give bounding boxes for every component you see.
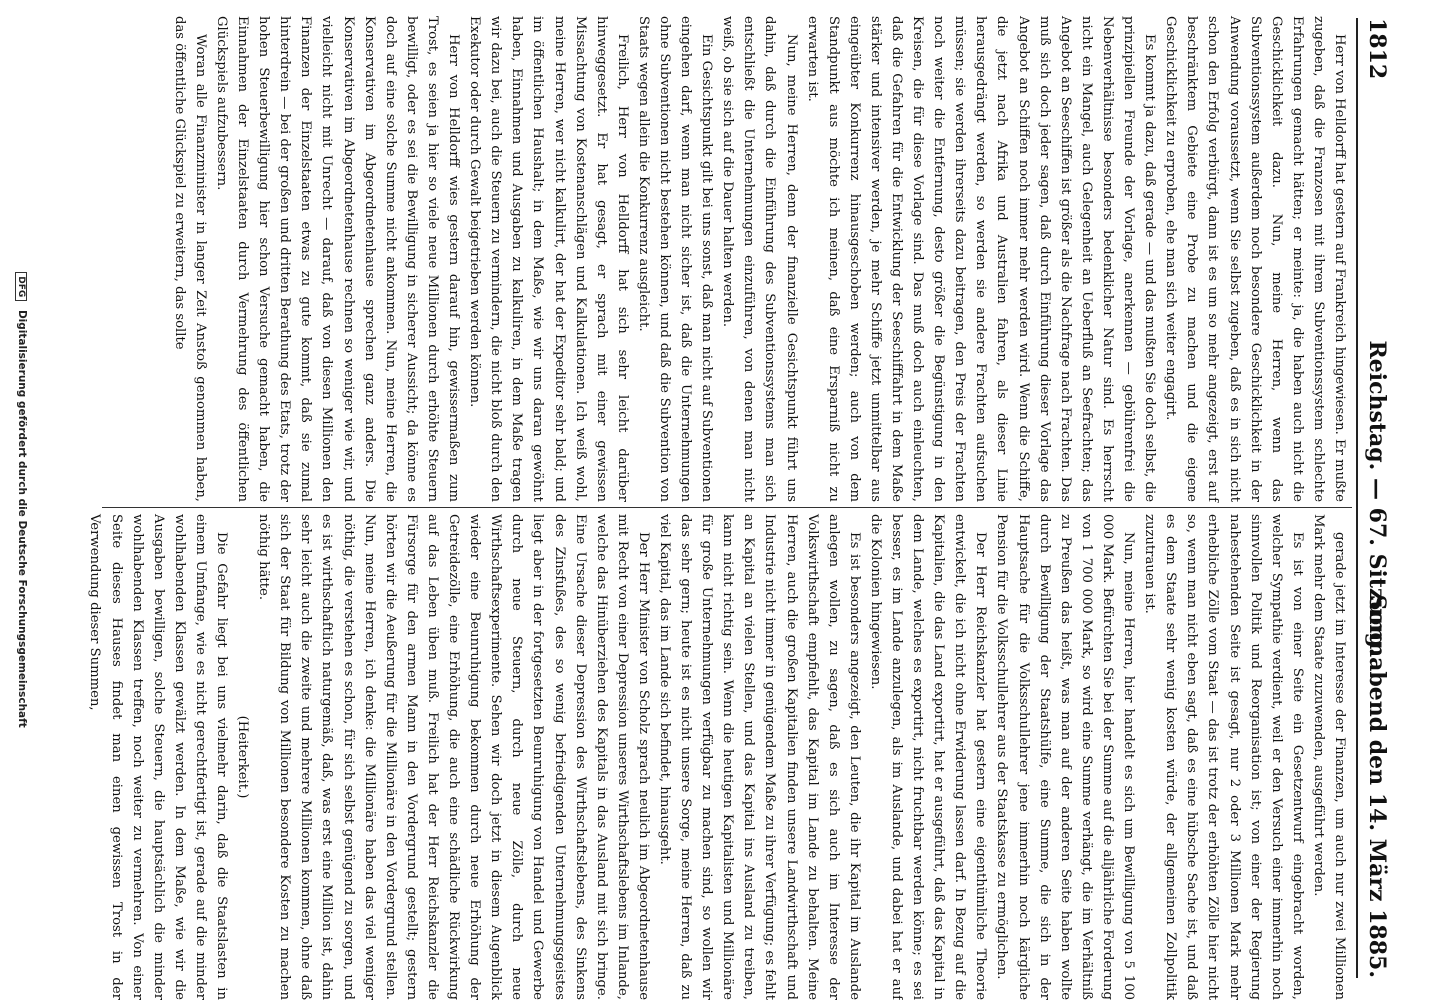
paragraph: Nun, meine Herren, denn der finanzielle Gesichtspunkt führt uns dahin, daß durch die Einführung des Subventionssystems man sich entschließt die Unternehmungen einzuführen, von denen man nicht weiß, ob sie sich auf die Dauer halten werden. bbox=[720, 16, 799, 502]
paragraph: Nun, meine Herren, hier handelt es sich um Bewilligung von 5 100 000 Mark. Befürchten Sie bei der Summe auf die alljährliche Forderung von 1 700 000 Mark, so wird eine Summe verhängt, die im Verhältniß zu Preußen das heißt, was man auf der anderen Seite haben wollte durch Bewilligung der Staatshülfe, eine Summe, die sich in der Hauptsache für die Volksschullehrer jene immerhin noch kärgliche Pension für die Volksschullehrer aus der Staatskasse zu ermöglichen. bbox=[994, 514, 1137, 1000]
paragraph: gerade jetzt im Interesse der Finanzen, um auch nur zwei Millionen Mark mehr dem Staate zuzuwenden, ausgeführt werden. bbox=[1310, 514, 1347, 1000]
header-rule bbox=[1356, 18, 1358, 978]
paragraph: Der Herr Reichskanzler hat gestern eine eigenthümliche Theorie entwickelt, die ich nicht ohne Erwiderung lassen darf. In Bezug auf die Kapitalien, die das Land exportirt, hat er ausgeführt, daß das Kapital in dem Lande, welches es exportirt, nicht fruchtbar werden könne; es sei besser, es im Lande anzulegen, als im Auslande, und dabei hat er auf die Kolonien hingewiesen. bbox=[867, 514, 989, 1000]
page-header bbox=[1356, 18, 1396, 978]
right-column bbox=[87, 514, 1350, 1000]
credit-text: Digitalisierung gefördert durch die Deutsche Forschungsgemeinschaft bbox=[16, 309, 28, 728]
paragraph: Der Herr Minister von Scholz sprach neulich im Abgeordnetenhause mit Recht von einer Depression unseres Wirthschaftslebens im Inlande, welche das Hinüberziehen des Kapitals in das Ausland mit sich bringe. Eine Ursache dieser Depression des Wirthschaftslebens, des Sinkens des Zinsfußes, des so wenig befriedigenden Unternehmungsgeistes liegt aber in der fortgesetzten Beunruhigung von Handel und Gewerbe durch neue Steuern, durch neue Zölle, durch neue Wirthschaftsexperimente. Sehen wir doch jetzt in diesem Augenblick wieder eine Beunruhigung bekommen durch neue Erhöhung der Getreidezölle, eine Erhöhung, die auch eine schädliche Rückwirkung auf das Leben üben muß. Freilich hat der Herr Reichskanzler die Fürsorge für den armen Mann in den Vordergrund gestellt; gestern hörten wir die Aeußerung für die Millionäre in den Vordergrund stellen. Nun, meine Herren, ich denke: die Millionäre haben das viel weniger nöthig, die verstehen es schon, für sich selbst genügend zu sorgen, und es ist wirthschaftlich naturgemäß, daß, was erst eine Million ist, dahin sehr leicht auch die zweite und mehrere Millionen kommen, ohne daß sich der Staat für Bildung von Millionen besondere Kosten zu machen nöthig hätte. bbox=[256, 514, 651, 1000]
paragraph: Herr von Helldorff wies gestern darauf hin, gewissermaßen zum Trost, es seien ja hier so viele neue Millionen durch erhöhte Steuern bewilligt, oder es sei die Bewilligung in sicherer Aussicht; da könne es doch auf eine solche Summe nicht ankommen. Nun, meine Herren, die Konservativen im Abgeordnetenhause sprechen ganz anders. Die Konservativen im Abgeordnetenhause rechnen so weniger wie wir, und vielleicht nicht mit Unrecht — darauf, daß von diesen Millionen den Finanzen der Einzelstaaten etwas zu gute kommt, daß sie zumal hinterdrein — bei der großen und dritten Berathung des Etats, trotz der hohen Steuerbewilligung hier schon Versuche gemacht haben, die Einnahmen der Einzelstaaten durch Vermehrung des öffentlichen Glückspiels aufzubessern. bbox=[214, 16, 462, 502]
page-date: Sonnabend den 14. März 1885. bbox=[1364, 594, 1390, 978]
dfg-logo: DFG bbox=[15, 272, 27, 301]
paragraph: Freilich, Herr von Helldorff hat sich sehr leicht darüber hinweggesetzt. Er hat gesagt, er sprach mit einer gewissen Missachtung von Kostenanschlägen und Kalkulationen. Ich weiß wohl, meine Herren, wer nicht kalkulirt, der hat der Expeditor sehr bald; und im öffentlichen Haushalt; in dem Maße, wie wir uns daran gewöhnt haben, Einnahmen und Ausgaben zu kalkuliren, in dem Maße tragen wir dazu bei, auch die Steuern zu vermindern, die nicht bloß durch den Exekutor oder durch Gewalt beigetrieben werden können. bbox=[467, 16, 630, 502]
digitization-credit bbox=[15, 0, 28, 1000]
paragraph: Herr von Helldorff hat gestern auf Frankreich hingewiesen. Er mußte zugeben, daß die Franzosen mit ihrem Subventionssystem schlechte Erfahrungen gemacht hätten; er meinte: ja, die haben auch nicht die Geschicklichkeit dazu. Nun, meine Herren, wenn das Subventionssystem außerdem noch besondere Geschicklichkeit in der Anwendung voraussetzt, wenn Sie selbst zugeben, daß es in sich nicht schon den Erfolg verbürgt, dann ist es um so mehr angezeigt, erst auf beschränktem Gebiete eine Probe zu machen und die eigene Geschicklichkeit zu erproben, ehe man sich weiter engagirt. bbox=[1163, 16, 1347, 502]
paragraph: Es ist besonders angezeigt, den Leuten, die ihr Kapital im Auslande anlegen wollen, zu sagen, daß es sich auch im Interesse der Volkswirthschaft empfiehlt, das Kapital im Lande zu behalten. Meine Herren, auch die großen Kapitalien finden unsere Landwirthschaft und Industrie nicht immer in genügendem Maße zu ihrer Verfügung; es fehlt an Kapital an vielen Stellen, und das Kapital ins Ausland zu treiben, kann nicht richtig sein. Wenn die heutigen Kapitalisten und Millionäre für große Unternehmungen verfügbar zu machen sind, so wollen wir das sehr gern; heute ist es nicht unsere Sorge, meine Herren, daß zu viel Kapital, das im Lande sich befindet, hinausgeht. bbox=[657, 514, 862, 1000]
left-column bbox=[120, 16, 1350, 502]
paragraph: Die Gefahr liegt bei uns vielmehr darin, daß die Staatslasten in einem Umfange, wie es nicht gerechtfertigt ist, gerade auf die minder wohlhabenden Klassen gewälzt werden. In dem Maße, wie wir die Ausgaben bewilligen, solche Steuern, die hauptsächlich die minder wohlhabenden Klassen treffen, noch weiter zu vermehren. Von einer Seite dieses Hauses findet man einen gewissen Trost in der Verwendung dieser Summen, bbox=[87, 514, 230, 1000]
column-divider bbox=[102, 507, 1352, 508]
paragraph: Woran alle Finanzminister in langer Zeit Anstoß genommen haben, das öffentliche Glückspiel zu erweitern, das sollte bbox=[171, 16, 208, 502]
page-number: 1812 bbox=[1364, 18, 1390, 80]
paragraph: Es kommt ja dazu, daß gerade — und das mußten Sie doch selbst, die prinzipiellen Freunde der Vorlage, anerkennen — gebührenfrei die Nebenverhältnisse besonders bedenklicher Natur sind. Es herrscht nicht ein Mangel, auch Gelegenheit an Ueberfluß an Seefrachten; das Angebot an Seeschiffen ist größer als die Nachfrage nach Frachten. Das muß sich doch jeder sagen, daß durch Einführung dieser Vorlage das Angebot an Schiffen noch immer mehr werden wird. Wenn die Schiffe, die jetzt nach Afrika und Australien fahren, als dieser Linie herausgedrängt werden, so werden sie andere Frachten aufsuchen müssen; sie werden ihrerseits dazu beitragen, den Preis der Frachten noch weiter die Entfernung, desto größer die Begünstigung in den Kreisen, die für diese Vorlage sind. Das muß doch auch einleuchten, daß die Gefahren für die Entwicklung der Seeschifffahrt in dem Maße stärker und intensiver werden, je mehr Schiffe jetzt unmittelbar aus eingeübter Konkurrenz hinausgeschoben werden; auch von dem Standpunkt aus möchte ich meinen, daß eine Ersparniß nicht zu erwarten ist. bbox=[804, 16, 1158, 502]
paragraph: Es ist von einer Seite ein Gesetzentwurf eingebracht worden, welcher Sympathie verdient, weil er den Versuch einer immerhin noch sinnvollen Politik und Reorganisation ist; von einer der Regierung nahestehenden Seite ist gesagt, nur 2 oder 3 Millionen Mark mehr erhebliche Zölle vom Staat — das ist trotz der erhöhten Zölle hier nicht so, wenn man nicht eben sagt, daß es eine hübsche Sache ist, und daß es dem Staate sehr wenig kosten würde, der allgemeinen Zollpolitik zuzutrauen ist. bbox=[1142, 514, 1305, 1000]
interjection: (Heiterkeit.) bbox=[235, 715, 251, 799]
page-title: Reichstag. — 67. Sitzung. bbox=[1364, 340, 1390, 656]
paragraph: Ein Gesichtspunkt gilt bei uns sonst, daß man nicht auf Subventionen eingehen darf, wenn man nicht sicher ist, daß die Unternehmungen ohne Subventionen nicht bestehen können, und daß die Subvention von Staats wegen allein die Konkurrenz ausgleicht. bbox=[635, 16, 715, 502]
